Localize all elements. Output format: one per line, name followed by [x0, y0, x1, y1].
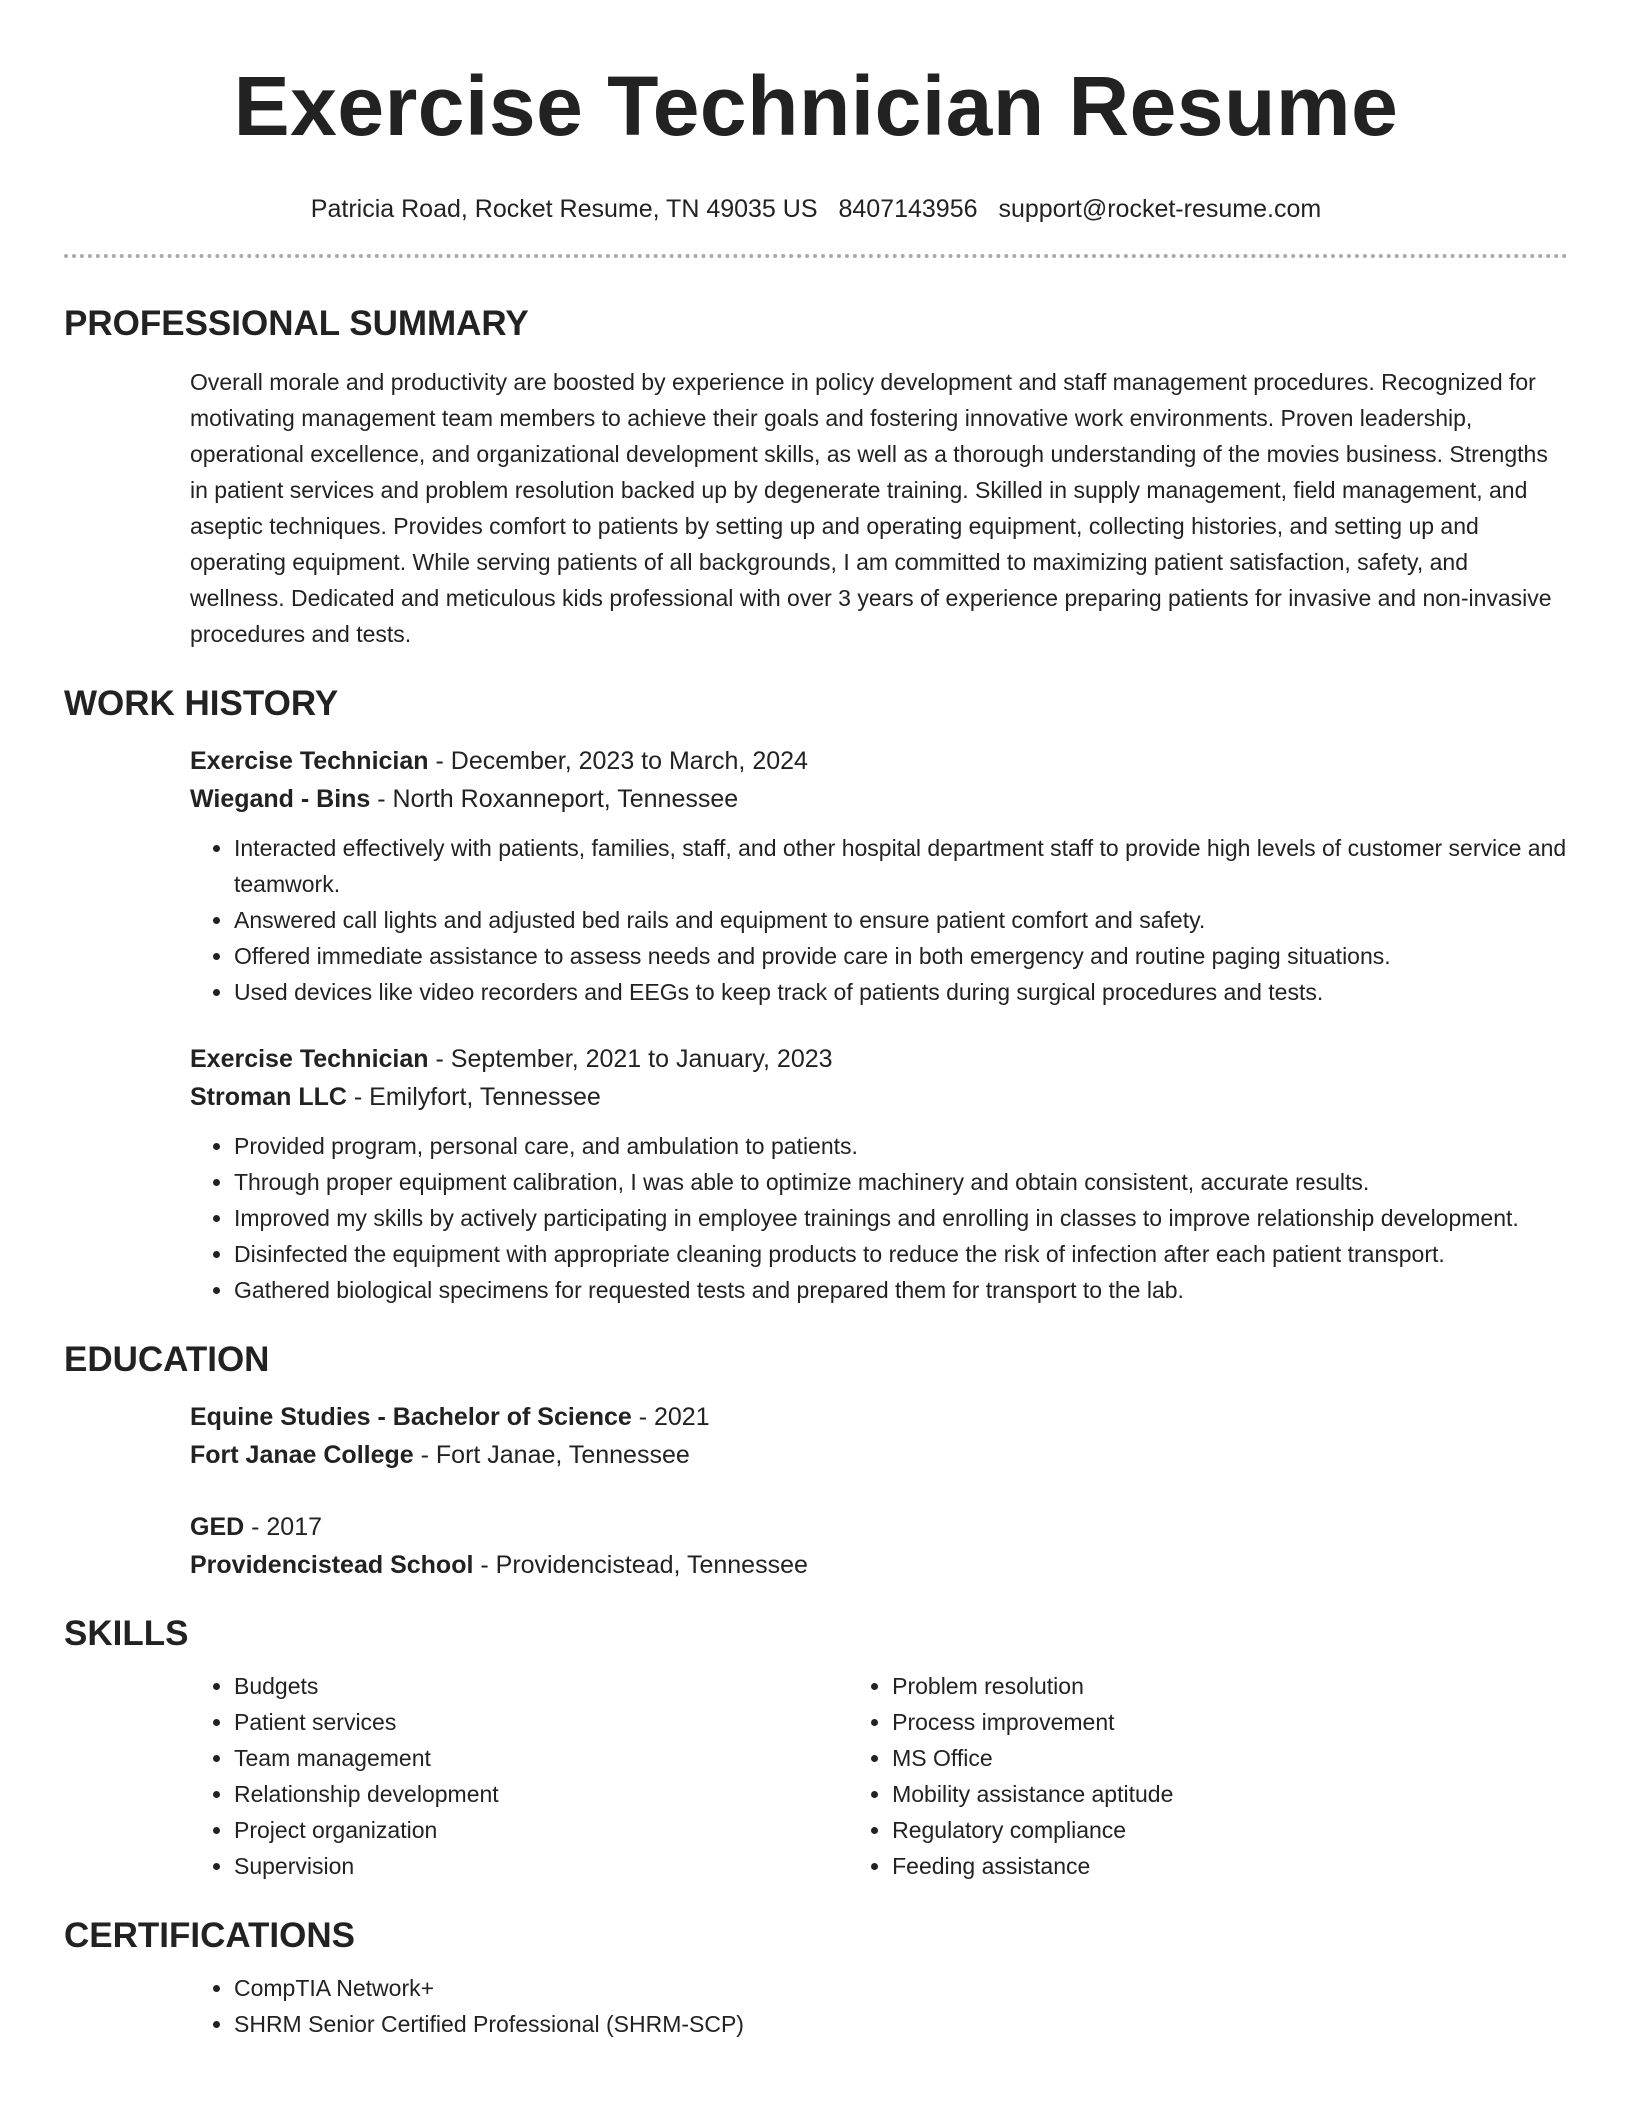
degree-year: - 2017 [244, 1513, 323, 1541]
education-entry [190, 1508, 1568, 1584]
section-heading-skills: SKILLS [64, 1614, 189, 1653]
skill-item: • Problem resolution [892, 1668, 1568, 1704]
education-entry [190, 1398, 1568, 1474]
contact-address: Patricia Road, Rocket Resume, TN 49035 US [310, 195, 818, 223]
certifications-list [190, 1970, 1568, 2042]
list-item: • Through proper equipment calibration, I was able to optimize machinery and obtain consistent, accurate results. [234, 1164, 1568, 1200]
degree: Equine Studies - Bachelor of Science [190, 1403, 632, 1431]
list-item: • Answered call lights and adjusted bed rails and equipment to ensure patient comfort and safety. [234, 902, 1568, 938]
degree: GED [190, 1513, 245, 1541]
skill-item: • Supervision [234, 1848, 848, 1884]
resume-title: Exercise Technician Resume [233, 59, 1399, 153]
job-company: Wiegand - Bins [190, 785, 371, 813]
job-title-line [190, 1040, 1568, 1078]
skill-item: • Regulatory compliance [892, 1812, 1568, 1848]
job-dates: - December, 2023 to March, 2024 [428, 747, 808, 775]
job-title: Exercise Technician [190, 1045, 429, 1073]
job-title-line [190, 742, 1568, 780]
job-entry [190, 742, 1568, 1010]
skill-item: • Project organization [234, 1812, 848, 1848]
school-location: - Providencistead, Tennessee [473, 1551, 808, 1579]
school: Fort Janae College [190, 1441, 414, 1469]
job-title: Exercise Technician [190, 747, 429, 775]
skill-item: • Relationship development [234, 1776, 848, 1812]
skill-item: • Team management [234, 1740, 848, 1776]
contact-email[interactable]: support@rocket-resume.com [998, 195, 1322, 223]
school-line [190, 1436, 1568, 1474]
resume-page [64, 0, 1568, 2042]
list-item: • Improved my skills by actively participating in employee trainings and enrolling in classes to improve relationship development. [234, 1200, 1568, 1236]
job-company-line [190, 1078, 1568, 1116]
header-divider [64, 254, 1568, 258]
certification-item: • CompTIA Network+ [234, 1970, 1568, 2006]
job-entry [190, 1040, 1568, 1308]
job-company-line [190, 780, 1568, 818]
skills-column-right [848, 1668, 1568, 1884]
contact-line [64, 192, 1568, 226]
skill-item: • Patient services [234, 1704, 848, 1740]
skill-item: • Feeding assistance [892, 1848, 1568, 1884]
summary-text: Overall morale and productivity are boosted by experience in policy development and staff management procedures. Recognized for motivating management team members to achieve their goals and fostering innovative work environments. Proven leadership, operational excellence, and organizational development skills, as well as a thorough understanding of the movies business. Strengths in patient services and problem resolution backed up by degenerate training. Skilled in supply management, field management, and aseptic techniques. Provides comfort to patients by setting up and operating equipment, collecting histories, and setting up and operating equipment. While serving patients of all backgrounds, I am committed to maximizing patient satisfaction, safety, and wellness. Dedicated and meticulous kids professional with over 3 years of experience preparing patients for invasive and non-invasive procedures and tests. [190, 369, 1552, 647]
degree-year: - 2021 [631, 1403, 710, 1431]
certification-item: • SHRM Senior Certified Professional (SHRM-SCP) [234, 2006, 1568, 2042]
certification-bullets [190, 1970, 1568, 2042]
section-heading-education: EDUCATION [64, 1340, 270, 1379]
job-dates: - September, 2021 to January, 2023 [428, 1045, 833, 1073]
section-heading-work: WORK HISTORY [64, 684, 339, 723]
school-location: - Fort Janae, Tennessee [413, 1441, 690, 1469]
degree-line [190, 1398, 1568, 1436]
skill-item: • Process improvement [892, 1704, 1568, 1740]
contact-phone: 8407143956 [838, 195, 978, 223]
skill-item: • Mobility assistance aptitude [892, 1776, 1568, 1812]
list-item: • Disinfected the equipment with appropriate cleaning products to reduce the risk of infection after each patient transport. [234, 1236, 1568, 1272]
list-item: • Interacted effectively with patients, families, staff, and other hospital department staff to provide high levels of customer service and teamwork. [234, 830, 1568, 902]
skills-grid [190, 1668, 1568, 1884]
job-bullets [190, 1128, 1568, 1308]
job-company: Stroman LLC [190, 1083, 347, 1111]
school: Providencistead School [190, 1551, 474, 1579]
section-heading-summary: PROFESSIONAL SUMMARY [64, 304, 529, 343]
job-bullets [190, 830, 1568, 1010]
list-item: • Provided program, personal care, and ambulation to patients. [234, 1128, 1568, 1164]
list-item: • Offered immediate assistance to assess needs and provide care in both emergency and routine paging situations. [234, 938, 1568, 974]
job-location: - North Roxanneport, Tennessee [370, 785, 739, 813]
job-location: - Emilyfort, Tennessee [346, 1083, 601, 1111]
section-heading-certifications: CERTIFICATIONS [64, 1916, 356, 1955]
degree-line [190, 1508, 1568, 1546]
list-item: • Gathered biological specimens for requested tests and prepared them for transport to the lab. [234, 1272, 1568, 1308]
skill-item: • MS Office [892, 1740, 1568, 1776]
list-item: • Used devices like video recorders and EEGs to keep track of patients during surgical procedures and tests. [234, 974, 1568, 1010]
skill-item: • Budgets [234, 1668, 848, 1704]
school-line [190, 1546, 1568, 1584]
skills-column-left [190, 1668, 848, 1884]
